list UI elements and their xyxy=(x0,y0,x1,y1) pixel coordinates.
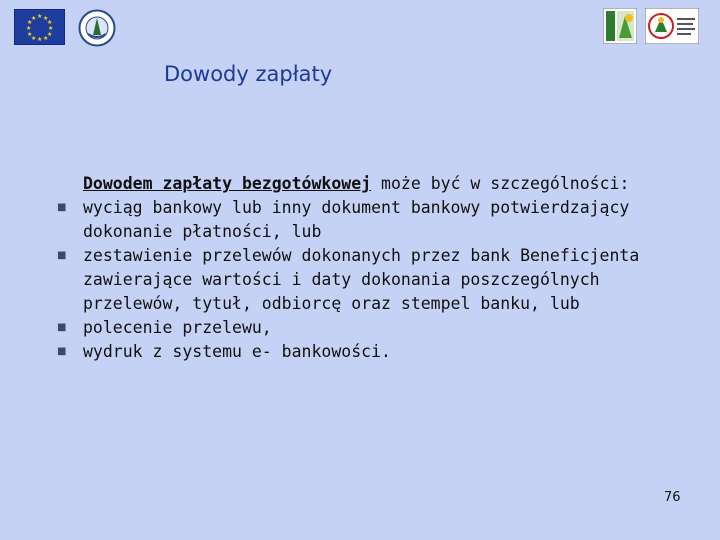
list-item-text: wydruk z systemu e- bankowości. xyxy=(83,342,391,361)
list-item-text: polecenie przelewu, xyxy=(83,318,272,337)
square-bullet-icon: ■ xyxy=(57,202,67,213)
square-bullet-icon: ■ xyxy=(57,322,67,333)
svg-text:★: ★ xyxy=(37,13,43,20)
list-item-text: zestawienie przelewów dokonanych przez bank Beneficjenta zawierające wartości i daty dokonania poszczególnych przelewów, tytuł, odbiorcę oraz stempel banku, lub xyxy=(83,246,640,313)
svg-text:★: ★ xyxy=(48,25,54,32)
list-item xyxy=(57,244,683,316)
list-item xyxy=(57,316,683,340)
slide-title: Dowody zapłaty xyxy=(164,62,333,86)
square-bullet-icon: ■ xyxy=(57,250,67,261)
svg-text:★: ★ xyxy=(31,35,37,42)
svg-text:★: ★ xyxy=(26,25,32,32)
svg-text:★: ★ xyxy=(27,19,33,26)
svg-text:★: ★ xyxy=(47,19,53,26)
list-item-text: wyciąg bankowy lub inny dokument bankowy potwierdzający dokonanie płatności, lub xyxy=(83,198,630,241)
slide-body xyxy=(57,172,683,364)
page-number: 76 xyxy=(664,490,681,505)
svg-text:★: ★ xyxy=(37,36,43,43)
intro-underlined-text: Dowodem zapłaty bezgotówkowej xyxy=(83,174,372,193)
leader-logo-icon xyxy=(603,8,637,44)
intro-rest-text: może być w szczególności: xyxy=(371,174,630,193)
list-item xyxy=(57,196,683,244)
intro-paragraph xyxy=(83,172,683,196)
svg-text:★: ★ xyxy=(27,31,33,38)
prow-logo-icon xyxy=(645,8,699,44)
svg-text:★: ★ xyxy=(43,35,49,42)
svg-text:★: ★ xyxy=(43,15,49,22)
seal-logo-icon xyxy=(78,9,116,47)
svg-text:★: ★ xyxy=(47,31,53,38)
eu-flag-icon xyxy=(14,9,65,45)
bullet-list xyxy=(57,196,683,364)
svg-text:★: ★ xyxy=(31,15,37,22)
list-item xyxy=(57,340,683,364)
square-bullet-icon: ■ xyxy=(57,346,67,357)
